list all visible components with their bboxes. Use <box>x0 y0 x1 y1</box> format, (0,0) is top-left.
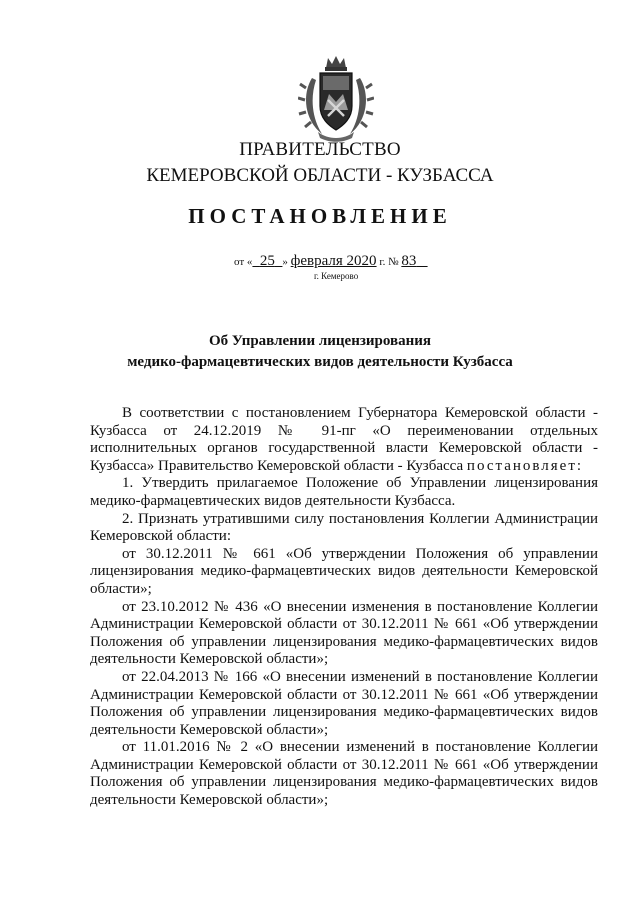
body-paragraph: от 23.10.2012 № 436 «О внесении изменения в постановление Коллегии Администрации Кемеровской области от 30.12.2011 № 661 «Об утверждении Положения об управлении лицензирования медико-фармацевтических видов деятельности Кемеровской области»; <box>90 598 598 668</box>
document-date-line <box>234 253 428 270</box>
body-paragraph: 2. Признать утратившими силу постановления Коллегии Администрации Кемеровской области: <box>90 510 598 545</box>
intro-paragraph: В соответствии с постановлением Губернатора Кемеровской области - Кузбасса от 24.12.2019 № 91-пг «О переименовании отдельных исполнительных органов государственной власти Кемеровской области - Кузбасса» Правительство Кемеровской области - Кузбасса постановляет: <box>90 405 598 474</box>
document-title-line2: медико-фармацевтических видов деятельности Кузбасса <box>127 354 513 370</box>
document-title-line1: Об Управлении лицензирования <box>209 333 431 349</box>
document-body <box>90 405 598 810</box>
body-paragraph: от 22.04.2013 № 166 «О внесении изменений в постановление Коллегии Администрации Кемеровской области от 30.12.2011 № 661 «Об утверждении Положения об управлении лицензирования медико-фармацевтических видов деятельности Кемеровской области»; <box>90 668 598 738</box>
date-year-suffix: г. <box>379 256 386 268</box>
date-mid: » <box>282 256 288 268</box>
document-number: 83 <box>401 253 417 269</box>
document-title <box>0 331 640 373</box>
document-type: ПОСТАНОВЛЕНИЕ <box>188 204 452 228</box>
date-month-year: февраля 2020 <box>290 253 377 269</box>
document-city: г. Кемерово <box>314 271 359 281</box>
government-name-line1: ПРАВИТЕЛЬСТВО <box>239 139 401 160</box>
intro-action: постановляет: <box>466 457 584 474</box>
body-paragraph: 1. Утвердить прилагаемое Положение об Управлении лицензирования медико-фармацевтических видов деятельности Кузбасса. <box>90 475 598 509</box>
date-prefix: от « <box>234 256 253 268</box>
document-number-label: № <box>388 256 399 268</box>
date-day: 25 <box>259 253 275 269</box>
government-name-line2: КЕМЕРОВСКОЙ ОБЛАСТИ - КУЗБАССА <box>146 165 494 186</box>
body-paragraph: от 11.01.2016 № 2 «О внесении изменений в постановление Коллегии Администрации Кемеровской области от 30.12.2011 № 661 «Об утверждении Положения об управлении лицензирования медико-фармацевтических видов деятельности Кемеровской области»; <box>90 739 598 809</box>
body-paragraph: от 30.12.2011 № 661 «Об утверждении Положения об управлении лицензирования медико-фармацевтических видов деятельности Кемеровской области»; <box>90 545 598 597</box>
kemerovo-coat-of-arms-icon <box>298 54 374 142</box>
